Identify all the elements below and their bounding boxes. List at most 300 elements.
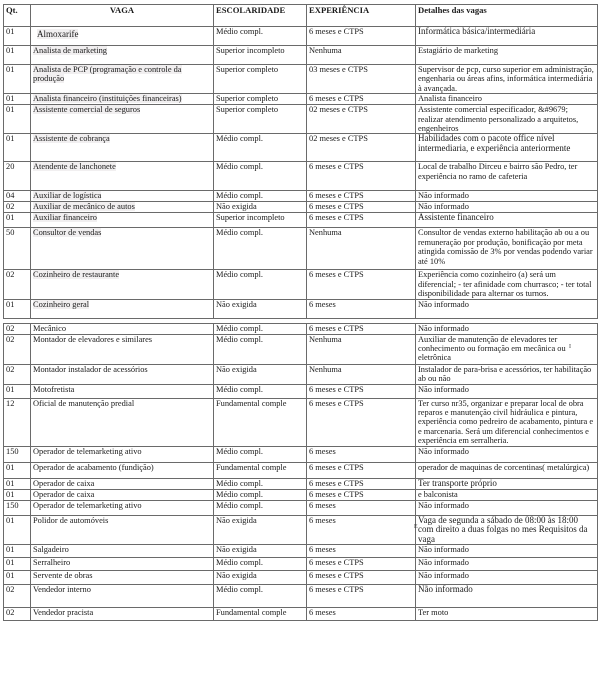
cell-experiencia-text: 6 meses e CTPS (309, 489, 364, 499)
cell-detalhes-text: Não informado (418, 500, 469, 510)
cell-experiencia-text: 6 meses (309, 446, 336, 456)
cell-qt-text: 01 (6, 478, 15, 488)
cell-experiencia (307, 364, 416, 384)
table-row (4, 299, 598, 318)
cell-vaga (31, 299, 214, 318)
cell-escolaridade-text: Fundamental comple (216, 398, 287, 408)
table-row (4, 191, 598, 202)
cell-qt (4, 334, 31, 364)
cell-escolaridade-text: Superior incompleto (216, 46, 285, 55)
cell-detalhes (416, 570, 598, 584)
cell-detalhes (416, 94, 598, 105)
cell-experiencia (307, 134, 416, 162)
cell-escolaridade (214, 94, 307, 105)
cell-detalhes-text: Experiência como cozinheiro (a) será um diferencial; - ter afinidade com churrasco; - ter total disponibilidade para alternar os turnos. (418, 270, 592, 299)
cell-escolaridade-text: Médio compl. (216, 134, 263, 144)
cell-experiencia-text: 6 meses e CTPS (309, 323, 364, 333)
cell-vaga-text: Operador de caixa (33, 489, 95, 499)
cell-escolaridade (214, 228, 307, 270)
cell-experiencia (307, 384, 416, 398)
cell-qt (4, 202, 31, 213)
cell-experiencia-text: Nenhuma (309, 334, 342, 344)
cell-qt (4, 213, 31, 228)
cell-qt (4, 46, 31, 65)
cell-detalhes-text: Vaga de segunda a sábado de 08:00 às 18:00 com direito a duas folgas no mes Requisitos da vaga (418, 515, 588, 544)
cell-escolaridade-text: Médio compl. (216, 27, 263, 36)
table-row (4, 323, 598, 334)
cell-experiencia-text: 6 meses e CTPS (309, 191, 364, 201)
table-row (4, 489, 598, 500)
cell-vaga-text: Motofretista (33, 384, 75, 394)
cell-qt-text: 01 (6, 299, 15, 309)
cell-escolaridade-text: Médio compl. (216, 228, 263, 238)
cell-vaga-text: Assistente comercial de seguros (33, 105, 141, 115)
cell-detalhes (416, 191, 598, 202)
cell-experiencia (307, 323, 416, 334)
cell-escolaridade (214, 462, 307, 478)
job-table (3, 4, 598, 621)
cell-detalhes-text: Não informado (418, 584, 473, 594)
cell-detalhes-text: Ter transporte próprio (418, 478, 497, 488)
cell-detalhes (416, 489, 598, 500)
cell-qt (4, 515, 31, 544)
cell-escolaridade-text: Superior completo (216, 65, 279, 74)
cell-qt (4, 105, 31, 134)
cell-vaga (31, 228, 214, 270)
cell-escolaridade (214, 584, 307, 607)
cell-qt-text: 12 (6, 398, 15, 408)
cell-detalhes-text: Não informado (418, 446, 469, 456)
cell-escolaridade-text: Não exigida (216, 299, 257, 309)
cell-detalhes-text: e balconista (418, 489, 458, 499)
cell-qt (4, 570, 31, 584)
cell-experiencia (307, 584, 416, 607)
cell-detalhes-text: Ter curso nr35, organizar e preparar local de obra reparos e manutenção civil hidráulica e pintura, experiência como pedreiro de acabamento, pintura e e marcenaria. Será um diferencial conhecimentos e experiência em serralheria. (418, 398, 594, 446)
cell-qt (4, 162, 31, 191)
cell-qt (4, 191, 31, 202)
cell-escolaridade-text: Médio compl. (216, 162, 263, 172)
cell-escolaridade (214, 213, 307, 228)
cell-vaga (31, 364, 214, 384)
cell-vaga (31, 65, 214, 94)
cell-escolaridade-text: Médio compl. (216, 334, 263, 344)
cell-vaga-text: Polidor de automóveis (33, 515, 109, 525)
cell-vaga (31, 105, 214, 134)
cell-qt-text: 02 (6, 364, 15, 374)
cell-escolaridade (214, 500, 307, 515)
cell-experiencia-text: 6 meses (309, 299, 336, 309)
table-row (4, 607, 598, 620)
table-row (4, 557, 598, 570)
cell-experiencia (307, 270, 416, 299)
cell-qt-text: 50 (6, 228, 15, 238)
cell-qt (4, 270, 31, 299)
cell-vaga-text: Mecânico (33, 323, 67, 333)
table-row (4, 228, 598, 270)
cell-escolaridade-text: Médio compl. (216, 384, 263, 394)
cell-escolaridade (214, 446, 307, 462)
cell-experiencia-text: 03 meses e CTPS (309, 65, 368, 74)
cell-detalhes-text: Informática básica/intermediária (418, 26, 536, 36)
header-qt: Qt. (4, 5, 31, 27)
cell-experiencia-text: 6 meses e CTPS (309, 202, 364, 212)
cell-experiencia (307, 202, 416, 213)
stray-mark: I (569, 344, 571, 350)
cell-qt-text: 01 (6, 462, 15, 472)
cell-detalhes-text: Instalador de para-brisa e acessórios, ter habilitação ab ou não (418, 364, 592, 384)
cell-experiencia-text: 6 meses (309, 500, 336, 510)
cell-vaga-text: Auxiliar de logística (33, 191, 102, 201)
cell-escolaridade-text: Médio compl. (216, 191, 263, 201)
cell-detalhes-text: Não informado (418, 570, 469, 580)
cell-qt (4, 398, 31, 446)
table-row (4, 334, 598, 364)
cell-detalhes (416, 162, 598, 191)
cell-qt (4, 446, 31, 462)
cell-qt (4, 65, 31, 94)
cell-experiencia (307, 228, 416, 270)
cell-qt-text: 01 (6, 570, 15, 580)
cell-escolaridade-text: Médio compl. (216, 270, 263, 280)
cell-escolaridade (214, 544, 307, 557)
cell-escolaridade-text: Não exigida (216, 364, 257, 374)
cell-vaga (31, 213, 214, 228)
cell-vaga-text: Consultor de vendas (33, 228, 102, 238)
cell-experiencia (307, 489, 416, 500)
cell-experiencia-text: 6 meses e CTPS (309, 27, 364, 36)
cell-escolaridade-text: Médio compl. (216, 500, 263, 510)
cell-escolaridade (214, 557, 307, 570)
cell-qt-text: 01 (6, 515, 15, 525)
table-row (4, 500, 598, 515)
cell-detalhes-text: operador de maquinas de corcentinas( metalúrgica) (418, 462, 590, 472)
cell-vaga-text: Analista de marketing (33, 46, 107, 55)
cell-qt-text: 01 (6, 384, 15, 394)
cell-escolaridade-text: Não exigida (216, 202, 257, 212)
cell-escolaridade-text: Fundamental comple (216, 462, 287, 472)
cell-experiencia (307, 570, 416, 584)
table-row (4, 384, 598, 398)
cell-detalhes-text: Ter moto (418, 607, 449, 617)
cell-detalhes (416, 46, 598, 65)
cell-detalhes (416, 446, 598, 462)
cell-vaga-text: Auxiliar de mecânico de autos (33, 202, 135, 212)
cell-qt (4, 462, 31, 478)
cell-experiencia-text: 6 meses e CTPS (309, 478, 364, 488)
cell-detalhes-text: Assistente financeiro (418, 212, 494, 223)
cell-qt (4, 94, 31, 105)
cell-vaga-text: Oficial de manutenção predial (33, 398, 135, 408)
table-row (4, 515, 598, 544)
cell-detalhes (416, 398, 598, 446)
table-row (4, 398, 598, 446)
table-row (4, 202, 598, 213)
cell-vaga (31, 478, 214, 489)
cell-qt (4, 557, 31, 570)
cell-experiencia-text: 6 meses e CTPS (309, 398, 364, 408)
cell-vaga (31, 162, 214, 191)
cell-vaga-text: Operador de telemarketing ativo (33, 446, 142, 456)
cell-vaga-text: Montador instalador de acessórios (33, 364, 148, 374)
cell-experiencia-text: 6 meses (309, 544, 336, 554)
cell-experiencia (307, 607, 416, 620)
cell-detalhes (416, 134, 598, 162)
cell-detalhes (416, 584, 598, 607)
table-body-second-group (4, 323, 598, 620)
cell-detalhes (416, 364, 598, 384)
cell-detalhes-text: Não informado (418, 191, 469, 201)
cell-qt-text: 02 (6, 202, 15, 212)
cell-experiencia-text: Nenhuma (309, 46, 342, 55)
cell-vaga (31, 191, 214, 202)
cell-escolaridade (214, 334, 307, 364)
cell-detalhes-text: Não informado (418, 557, 469, 567)
cell-experiencia-text: 02 meses e CTPS (309, 105, 368, 115)
cell-vaga-text: Operador de telemarketing ativo (33, 500, 142, 510)
cell-escolaridade (214, 364, 307, 384)
cell-detalhes (416, 202, 598, 213)
cell-detalhes (416, 323, 598, 334)
cell-qt-text: 02 (6, 607, 15, 617)
cell-detalhes (416, 557, 598, 570)
table-row (4, 270, 598, 299)
table-row (4, 544, 598, 557)
cell-qt (4, 134, 31, 162)
cell-vaga (31, 334, 214, 364)
cell-vaga-text: Vendedor pracista (33, 607, 94, 617)
table-row (4, 478, 598, 489)
cell-vaga-text: Serralheiro (33, 557, 71, 567)
cell-vaga-text: Almoxarife (37, 29, 79, 39)
cell-experiencia (307, 446, 416, 462)
cell-qt-text: 02 (6, 334, 15, 344)
cell-escolaridade-text: Superior completo (216, 105, 279, 115)
stray-mark: E (414, 524, 418, 530)
cell-experiencia-text: 6 meses (309, 607, 336, 617)
table-row (4, 105, 598, 134)
header-experiencia: EXPERIÊNCIA (307, 5, 416, 27)
cell-experiencia (307, 478, 416, 489)
cell-detalhes (416, 544, 598, 557)
cell-qt (4, 500, 31, 515)
cell-detalhes-text: Não informado (418, 384, 469, 394)
cell-detalhes (416, 27, 598, 46)
table-row (4, 364, 598, 384)
cell-experiencia-text: 6 meses (309, 515, 336, 525)
header-detalhes: Detalhes das vagas (416, 5, 598, 27)
cell-qt-text: 01 (6, 213, 15, 223)
cell-qt-text: 01 (6, 105, 15, 115)
table-row (4, 94, 598, 105)
cell-detalhes-text: Local de trabalho Dirceu e bairro são Pedro, ter experiência no ramo de cafeteria (418, 162, 578, 181)
cell-escolaridade-text: Não exigida (216, 544, 257, 554)
cell-experiencia-text: 02 meses e CTPS (309, 134, 368, 144)
cell-experiencia (307, 27, 416, 46)
cell-vaga-text: Servente de obras (33, 570, 93, 580)
cell-detalhes (416, 270, 598, 299)
cell-qt-text: 02 (6, 270, 15, 280)
cell-experiencia-text: 6 meses e CTPS (309, 213, 364, 223)
cell-vaga (31, 500, 214, 515)
cell-detalhes (416, 515, 598, 544)
cell-escolaridade (214, 398, 307, 446)
cell-escolaridade (214, 515, 307, 544)
cell-vaga (31, 94, 214, 105)
cell-qt-text: 01 (6, 94, 15, 104)
cell-escolaridade (214, 570, 307, 584)
cell-vaga-text: Cozinheiro geral (33, 299, 90, 309)
cell-experiencia (307, 462, 416, 478)
cell-detalhes (416, 462, 598, 478)
cell-qt-text: 01 (6, 46, 15, 55)
cell-escolaridade (214, 607, 307, 620)
cell-experiencia (307, 334, 416, 364)
cell-detalhes (416, 478, 598, 489)
cell-vaga (31, 384, 214, 398)
cell-detalhes (416, 500, 598, 515)
cell-vaga-text: Auxiliar financeiro (33, 213, 97, 223)
cell-qt (4, 228, 31, 270)
cell-qt (4, 544, 31, 557)
cell-escolaridade-text: Médio compl. (216, 557, 263, 567)
cell-qt-text: 20 (6, 162, 15, 172)
cell-qt (4, 478, 31, 489)
cell-qt-text: 150 (6, 500, 19, 510)
table-row (4, 462, 598, 478)
cell-detalhes-text: Consultor de vendas externo habilitação ab ou a ou remuneração por produção, bonificação por meta atingida comissão de 3% por vendas podendo variar até 10% (418, 228, 593, 266)
cell-experiencia (307, 299, 416, 318)
cell-qt (4, 299, 31, 318)
cell-vaga-text: Atendente de lanchonete (33, 162, 116, 172)
cell-experiencia-text: 6 meses e CTPS (309, 557, 364, 567)
cell-escolaridade (214, 46, 307, 65)
cell-experiencia (307, 65, 416, 94)
cell-experiencia-text: 6 meses e CTPS (309, 384, 364, 394)
cell-experiencia (307, 500, 416, 515)
cell-vaga-text: Operador de acabamento (fundição) (33, 462, 154, 472)
cell-experiencia (307, 213, 416, 228)
cell-vaga (31, 27, 214, 46)
cell-qt-text: 01 (6, 27, 15, 36)
cell-detalhes-text: Não informado (418, 323, 469, 333)
cell-escolaridade (214, 478, 307, 489)
cell-vaga-text: Assistente de cobrança (33, 134, 110, 144)
cell-qt (4, 489, 31, 500)
cell-escolaridade-text: Médio compl. (216, 584, 263, 594)
cell-escolaridade-text: Médio compl. (216, 489, 263, 499)
cell-detalhes (416, 65, 598, 94)
cell-experiencia (307, 46, 416, 65)
table-row (4, 134, 598, 162)
cell-vaga (31, 323, 214, 334)
table-body-first-group (4, 27, 598, 319)
table-row (4, 162, 598, 191)
cell-experiencia-text: 6 meses e CTPS (309, 162, 364, 172)
cell-detalhes (416, 299, 598, 318)
cell-vaga (31, 544, 214, 557)
cell-qt (4, 384, 31, 398)
cell-vaga (31, 489, 214, 500)
cell-vaga (31, 584, 214, 607)
cell-escolaridade (214, 323, 307, 334)
table-row (4, 65, 598, 94)
cell-escolaridade (214, 105, 307, 134)
cell-escolaridade-text: Fundamental comple (216, 607, 287, 617)
cell-qt (4, 27, 31, 46)
cell-vaga-text: Montador de elevadores e similares (33, 334, 153, 344)
table-row (4, 46, 598, 65)
cell-qt (4, 584, 31, 607)
cell-vaga (31, 398, 214, 446)
cell-detalhes-text: Estagiário de marketing (418, 46, 499, 55)
cell-qt-text: 02 (6, 323, 15, 333)
cell-vaga-text: Cozinheiro de restaurante (33, 270, 120, 280)
cell-qt-text: 04 (6, 191, 15, 201)
cell-escolaridade (214, 191, 307, 202)
cell-vaga-text: Vendedor interno (33, 584, 91, 594)
cell-escolaridade (214, 489, 307, 500)
header-row (4, 5, 598, 27)
cell-vaga (31, 270, 214, 299)
cell-vaga-text: Salgadeiro (33, 544, 69, 554)
cell-experiencia-text: 6 meses e CTPS (309, 584, 364, 594)
cell-detalhes (416, 105, 598, 134)
cell-vaga (31, 557, 214, 570)
cell-escolaridade-text: Não exigida (216, 515, 257, 525)
cell-escolaridade (214, 384, 307, 398)
cell-detalhes-text: Não informado (418, 202, 469, 212)
table-row (4, 584, 598, 607)
cell-detalhes-text: Analista financeiro (418, 94, 482, 104)
cell-experiencia (307, 398, 416, 446)
cell-escolaridade-text: Médio compl. (216, 323, 263, 333)
cell-experiencia (307, 557, 416, 570)
cell-vaga (31, 462, 214, 478)
cell-vaga-text: Analista de PCP (programação e controle da produção (33, 65, 182, 84)
cell-experiencia (307, 105, 416, 134)
cell-experiencia-text: 6 meses e CTPS (309, 462, 364, 472)
cell-experiencia-text: 6 meses e CTPS (309, 270, 364, 280)
cell-experiencia (307, 94, 416, 105)
cell-vaga (31, 515, 214, 544)
cell-vaga (31, 46, 214, 65)
cell-detalhes-text: Habilidades com o pacote office nível intermediaria, e experiência anteriormente (418, 133, 571, 153)
cell-vaga (31, 446, 214, 462)
cell-detalhes-text: Não informado (418, 544, 469, 554)
cell-experiencia (307, 515, 416, 544)
cell-qt-text: 01 (6, 489, 15, 499)
cell-vaga-text: Analista financeiro (instituições financeiras) (33, 94, 182, 104)
table-row (4, 27, 598, 46)
table-row (4, 446, 598, 462)
cell-vaga (31, 570, 214, 584)
cell-experiencia-text: Nenhuma (309, 364, 342, 374)
table-row (4, 570, 598, 584)
cell-escolaridade-text: Médio compl. (216, 446, 263, 456)
cell-experiencia-text: 6 meses e CTPS (309, 570, 364, 580)
cell-detalhes-text: Supervisor de pcp, curso superior em administração, engenharia ou áreas afins, informática intermediária à avançada. (418, 65, 594, 93)
cell-escolaridade (214, 202, 307, 213)
cell-vaga (31, 607, 214, 620)
cell-experiencia-text: 6 meses e CTPS (309, 94, 364, 104)
cell-detalhes (416, 228, 598, 270)
cell-vaga (31, 134, 214, 162)
cell-qt (4, 607, 31, 620)
cell-escolaridade-text: Médio compl. (216, 478, 263, 488)
cell-experiencia (307, 544, 416, 557)
cell-qt (4, 323, 31, 334)
cell-escolaridade (214, 270, 307, 299)
